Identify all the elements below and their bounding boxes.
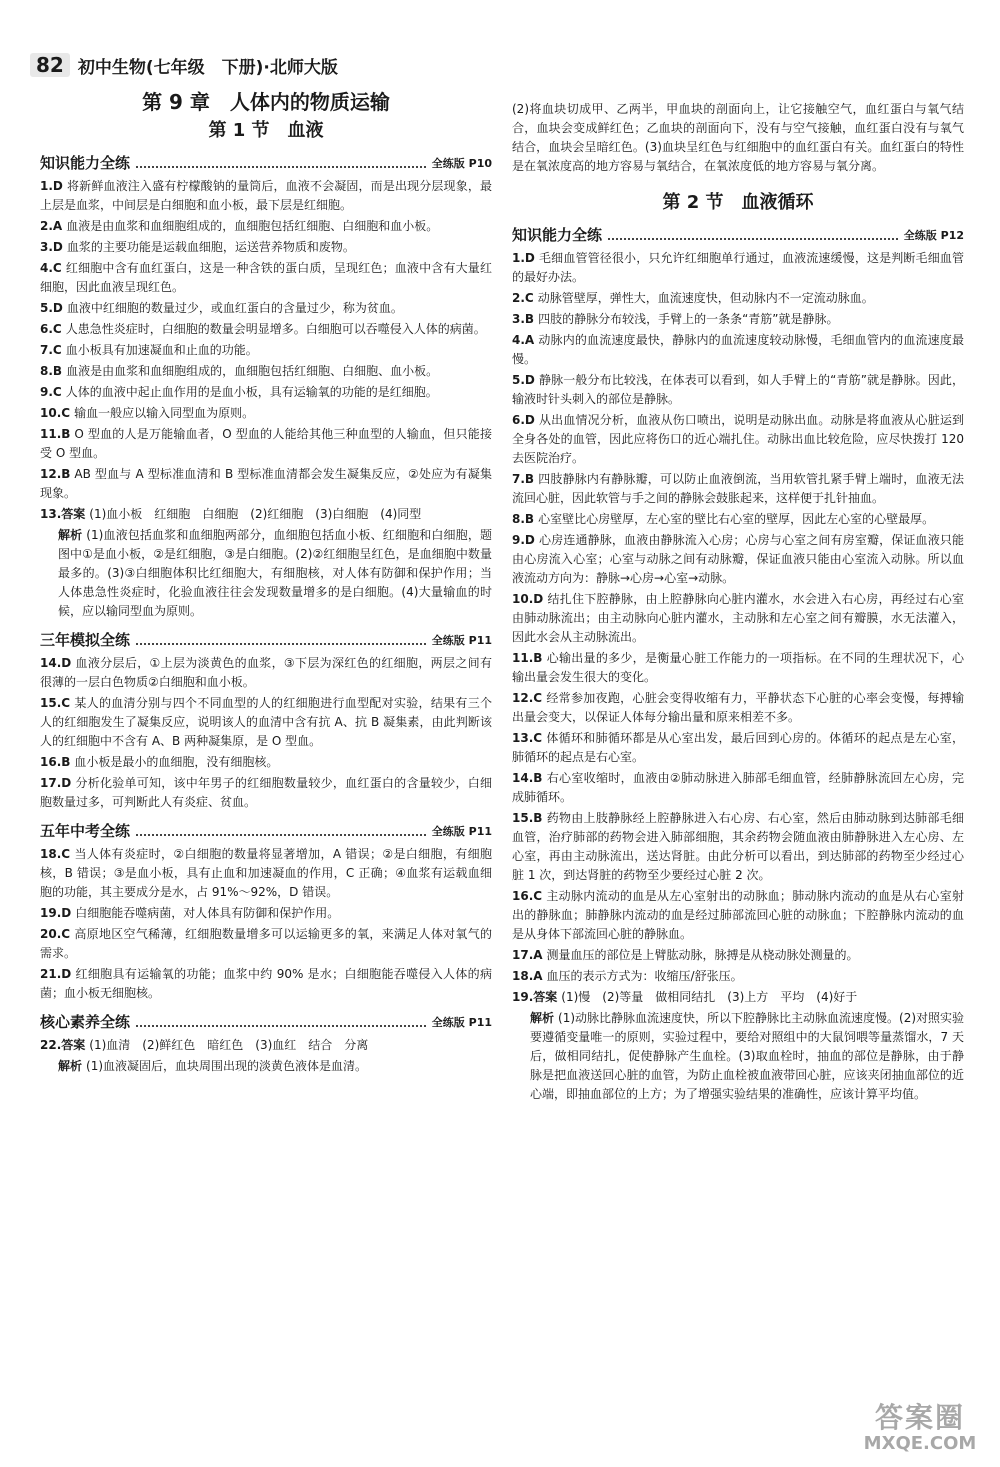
answer-item (512, 310, 964, 329)
section-version-ref: 全练版 P11 (431, 633, 492, 647)
answer-number: 8.B (40, 364, 63, 378)
answer-number: 2.C (512, 291, 534, 305)
answer-text: 经常参加夜跑，心脏会变得收缩有力，平静状态下心脏的心率会变慢，每搏输出量会变大，以保证人体每分输出量和原来相差不多。 (512, 691, 964, 724)
answer-text: 红细胞中含有血红蛋白，这是一种含铁的蛋白质，呈现红色；血液中含有大量红细胞，因此血液呈现红色。 (40, 261, 492, 294)
answer-item (40, 845, 492, 902)
answer-text: 四肢静脉内有静脉瓣，可以防止血液倒流，当用软管扎紧手臂上端时，血液无法流回心脏，因此软管与手之间的静脉会鼓胀起来，这样便于扎针抽血。 (512, 472, 964, 505)
answer-item (40, 505, 492, 524)
answer-item (512, 371, 964, 409)
answer-text: 高原地区空气稀薄，红细胞数量增多可以运输更多的氧，来满足人体对氧气的需求。 (40, 927, 492, 960)
answer-analysis (512, 1009, 964, 1104)
answer-text: 动脉内的血流速度最快，静脉内的血流速度较动脉慢，毛细血管内的血流速度最慢。 (512, 333, 964, 366)
answer-text: 血液是由血浆和血细胞组成的，血细胞包括红细胞、白细胞、血小板。 (66, 364, 439, 378)
answer-number: 5.D (40, 301, 63, 315)
answer-text: 将新鲜血液注入盛有柠檬酸钠的量筒后，血液不会凝固，而是出现分层现象，最上层是血浆，中间层是白细胞和血小板，最下层是红细胞。 (40, 179, 492, 212)
answer-item (40, 217, 492, 236)
answer-number: 9.C (40, 385, 62, 399)
answer-item (40, 259, 492, 297)
answer-number: 11.B (40, 427, 71, 441)
answer-number: 22.答案 (40, 1038, 86, 1052)
answer-text: 测量血压的部位是上臂肱动脉，脉搏是从桡动脉处测量的。 (546, 948, 859, 962)
answer-text: 血液是由血浆和血细胞组成的，血细胞包括红细胞、白细胞和血小板。 (66, 219, 439, 233)
answer-text: 分析化验单可知，该中年男子的红细胞数量较少，血红蛋白的含量较少，白细胞数量过多，可判断此人有炎症、贫血。 (40, 776, 492, 809)
section-header-label: 五年中考全练 (40, 822, 131, 840)
answer-number: 18.A (512, 969, 543, 983)
answer-text: 血小板具有加速凝血和止血的功能。 (65, 343, 258, 357)
answer-number: 17.D (40, 776, 72, 790)
answer-number: 5.D (512, 373, 535, 387)
answer-text: AB 型血与 A 型标准血清和 B 型标准血清都会发生凝集反应，②处应为有凝集现象。 (40, 467, 492, 500)
answer-item (512, 729, 964, 767)
answer-text: O 型血的人是万能输血者，O 型血的人能给其他三种血型的人输血，但只能接受 O 型血。 (40, 427, 492, 460)
dotted-leader (608, 238, 898, 240)
answer-item (512, 649, 964, 687)
answer-item (512, 590, 964, 647)
answer-number: 15.C (40, 696, 71, 710)
answer-item (40, 904, 492, 923)
answer-item (40, 177, 492, 215)
answer-number: 20.C (40, 927, 71, 941)
answer-item (40, 341, 492, 360)
answer-text: 体循环和肺循环都是从心室出发，最后回到心房的。体循环的起点是左心室，肺循环的起点是右心室。 (512, 731, 964, 764)
answer-text: 输血一般应以输入同型血为原则。 (74, 406, 255, 420)
answer-item (512, 946, 964, 965)
answer-item (40, 465, 492, 503)
answer-text: 动脉管壁厚，弹性大，血流速度快，但动脉内不一定流动脉血。 (537, 291, 874, 305)
answer-item (512, 967, 964, 986)
answer-analysis (40, 526, 492, 621)
answer-number: 2.A (40, 219, 63, 233)
answer-text: 四肢的静脉分布较浅，手臂上的一条条“青筋”就是静脉。 (538, 312, 839, 326)
section-version-ref: 全练版 P10 (431, 156, 492, 170)
answer-item (512, 809, 964, 885)
left-column (40, 88, 492, 1078)
answer-number: 11.B (512, 651, 543, 665)
answer-number: 解析 (58, 1059, 83, 1073)
dotted-leader (136, 1025, 426, 1027)
answer-text: 红细胞具有运输氧的功能；血浆中约 90% 是水；白细胞能吞噬侵入人体的病菌；血小板无细胞核。 (40, 967, 492, 1000)
answer-number: 3.D (40, 240, 63, 254)
answer-number: 17.A (512, 948, 543, 962)
answer-number: 6.D (512, 413, 535, 427)
watermark-url: MXQE.COM (863, 1433, 977, 1454)
answer-text: (1)动脉比静脉血流速度快，所以下腔静脉比主动脉血流速度慢。(2)对照实验要遵循变量唯一的原则，实验过程中，要给对照组中的大鼠饲喂等量蒸馏水，7 天后，做相同结扎，促使静脉产生血栓。(3)取血栓时，抽血的部位是静脉，由于静脉是把血液送回心脏的血管，为防止血栓被血液带回心脏，应该夹闭抽血部位的近心端，即抽血部位的上方；为了增强实验结果的准确性，应该计算平均值。 (530, 1011, 965, 1101)
section-version-ref: 全练版 P11 (431, 1015, 492, 1029)
watermark-logo-text: 答案圈 (874, 1401, 965, 1434)
section-header (40, 152, 492, 173)
answer-item (40, 299, 492, 318)
answer-item (40, 383, 492, 402)
answer-text: (1)血液包括血浆和血细胞两部分，血细胞包括血小板、红细胞和白细胞，题图中①是血小板，②是红细胞，③是白细胞。(2)②红细胞呈红色，是血细胞中数量最多的。(3)③白细胞体积比红细胞大，有细胞核，对人体有防御和保护作用；当人体患急性炎症时，化验血液往往会发现数量增多的是白细胞。(4)大量输血的时候，应以输同型血为原则。 (58, 528, 492, 618)
answer-item (512, 769, 964, 807)
right-column (512, 100, 964, 1106)
answer-text: 心输出量的多少，是衡量心脏工作能力的一项指标。在不同的生理状况下，心输出量会发生很大的变化。 (512, 651, 964, 684)
section-version-ref: 全练版 P11 (431, 824, 492, 838)
answer-item (40, 362, 492, 381)
answer-text: 从出血情况分析，血液从伤口喷出，说明是动脉出血。动脉是将血液从心脏运到全身各处的血管，因此应将伤口的近心端扎住。动脉出血比较危险，应尽快拨打 120 去医院治疗。 (512, 413, 964, 465)
answer-number: 6.C (40, 322, 62, 336)
answer-text: 血小板是最小的血细胞，没有细胞核。 (74, 755, 279, 769)
answer-text: 心室壁比心房壁厚，左心室的壁比右心室的壁厚，因此左心室的心壁最厚。 (538, 512, 935, 526)
answer-number: 1.D (512, 251, 535, 265)
answer-text: 药物由上肢静脉经上腔静脉进入右心房、右心室，然后由肺动脉到达肺部毛细血管，治疗肺部的药物会进入肺部细胞，其余药物会随血液由肺静脉进入左心房、左心室，再由主动脉流出，送达肾脏。由此分析可以看出，到达肺部的药物至少经过心脏 1 次，到达肾脏的药物至少要经过心脏 2 次。 (512, 811, 964, 882)
answer-number: 4.A (512, 333, 535, 347)
answer-item (512, 689, 964, 727)
section-header (512, 224, 964, 245)
answer-number: 4.C (40, 261, 62, 275)
watermark-logo (850, 1398, 990, 1460)
section-header-label: 知识能力全练 (40, 154, 131, 172)
answer-item (512, 887, 964, 944)
answer-number: 14.D (40, 656, 72, 670)
answer-number: 12.B (40, 467, 71, 481)
answer-number: 14.B (512, 771, 543, 785)
answer-number: 解析 (58, 528, 83, 542)
answer-number: 18.C (40, 847, 71, 861)
answer-text: 血液分层后，①上层为淡黄色的血浆，③下层为深红色的红细胞，两层之间有很薄的一层白色物质②白细胞和血小板。 (40, 656, 492, 689)
section-header-label: 三年模拟全练 (40, 631, 131, 649)
answer-text: 血液中红细胞的数量过少，或血红蛋白的含量过少，称为贫血。 (66, 301, 403, 315)
answer-text: 结扎住下腔静脉，由上腔静脉向心脏内灌水，水会进入右心房，再经过右心室由肺动脉流出；由主动脉向心脏内灌水，主动脉和左心室之间有瓣膜，水无法灌入，因此水会从主动脉流出。 (512, 592, 964, 644)
answer-text: 当人体有炎症时，②白细胞的数量将显著增加，A 错误；②是白细胞，有细胞核，B 错误；③是血小板，具有止血和加速凝血的作用，C 正确；④血浆有运载血细胞的功能，其主要成分是水，占 91%～92%，D 错误。 (40, 847, 492, 899)
answer-text: 血浆的主要功能是运载血细胞，运送营养物质和废物。 (66, 240, 355, 254)
answer-text: (1)血清 (2)鲜红色 暗红色 (3)血红 结合 分离 (89, 1038, 369, 1052)
section-header (40, 820, 492, 841)
dotted-leader (136, 834, 426, 836)
section-title: 第 2 节 血液循环 (662, 192, 814, 213)
answer-item (512, 289, 964, 308)
answer-analysis (40, 1057, 492, 1076)
section-header (40, 1011, 492, 1032)
answer-text: 静脉一般分布比较浅，在体表可以看到，如人手臂上的“青筋”就是静脉。因此，输液时针头刺入的部位是静脉。 (512, 373, 964, 406)
answer-item (40, 404, 492, 423)
answer-text: 人患急性炎症时，白细胞的数量会明显增多。白细胞可以吞噬侵入人体的病菌。 (65, 322, 486, 336)
answer-item (40, 753, 492, 772)
answer-item (512, 988, 964, 1007)
answer-item (512, 249, 964, 287)
page-number: 82 (30, 53, 70, 77)
answer-number: 13.答案 (40, 507, 86, 521)
answer-number: 10.C (40, 406, 71, 420)
left-sections (40, 152, 492, 1076)
answer-number: 19.D (40, 906, 72, 920)
answer-number: 15.B (512, 811, 543, 825)
dotted-leader (136, 166, 426, 168)
chapter-title: 第 9 章 人体内的物质运输 (142, 90, 390, 114)
section-header-label: 知识能力全练 (512, 226, 603, 244)
answer-item (512, 510, 964, 529)
answer-number: 16.C (512, 889, 543, 903)
page-header (30, 48, 500, 82)
answer-number: 7.C (40, 343, 62, 357)
answer-item (40, 425, 492, 463)
answer-text: 心房连通静脉，血液由静脉流入心房；心房与心室之间有房室瓣，保证血液只能由心房流入心室；心室与动脉之间有动脉瓣，保证血液只能由心室流入动脉。所以血液流动方向为：静脉→心房→心室→动脉。 (512, 533, 964, 585)
answer-number: 1.D (40, 179, 63, 193)
answer-item (40, 694, 492, 751)
section-title: 第 1 节 血液 (208, 120, 324, 141)
answer-number: 21.D (40, 967, 72, 981)
answer-number: 16.B (40, 755, 71, 769)
answer-text: 右心室收缩时，血液由②肺动脉进入肺部毛细血管，经肺静脉流回左心房，完成肺循环。 (512, 771, 964, 804)
right-sections (512, 224, 964, 1104)
book-title: 初中生物(七年级 下册)·北师大版 (77, 57, 338, 78)
answer-number: 12.C (512, 691, 543, 705)
answer-item (40, 654, 492, 692)
answer-text: 毛细血管管径很小，只允许红细胞单行通过，血液流速缓慢，这是判断毛细血管的最好办法。 (512, 251, 964, 284)
answer-item (40, 925, 492, 963)
answer-item (40, 965, 492, 1003)
answer-number: 13.C (512, 731, 543, 745)
answer-text: (1)慢 (2)等量 做相同结扎 (3)上方 平均 (4)好于 (561, 990, 858, 1004)
answer-number: 9.D (512, 533, 535, 547)
answer-number: 7.B (512, 472, 535, 486)
answer-item (40, 774, 492, 812)
answer-item (40, 1036, 492, 1055)
answer-text: (1)血小板 红细胞 白细胞 (2)红细胞 (3)白细胞 (4)同型 (89, 507, 422, 521)
answer-item (512, 470, 964, 508)
answer-number: 10.D (512, 592, 544, 606)
dotted-leader (136, 643, 426, 645)
answer-item (512, 531, 964, 588)
answer-item (512, 411, 964, 468)
section-header (40, 629, 492, 650)
continuation-paragraph: (2)将血块切成甲、乙两半，甲血块的剖面向上，让它接触空气，血红蛋白与氧气结合，血块会变成鲜红色；乙血块的剖面向下，没有与空气接触，血红蛋白没有与氧气结合，血块会呈暗红色。(3)血块呈红色与红细胞中的血红蛋白有关。血红蛋白的特性是在氧浓度高的地方容易与氧结合，在氧浓度低的地方容易与氧分离。 (512, 102, 964, 173)
answer-number: 8.B (512, 512, 535, 526)
answer-text: 主动脉内流动的血是从左心室射出的动脉血；肺动脉内流动的血是从右心室射出的静脉血；肺静脉内流动的血是经过肺部流回心脏的动脉血；下腔静脉内流动的血是从身体下部流回心脏的静脉血。 (512, 889, 964, 941)
section-header-label: 核心素养全练 (40, 1013, 131, 1031)
answer-text: 血压的表示方式为：收缩压/舒张压。 (546, 969, 743, 983)
answer-text: 某人的血清分别与四个不同血型的人的红细胞进行血型配对实验，结果有三个人的红细胞发生了凝集反应，说明该人的血清中含有抗 A、抗 B 凝集素，由此判断该人的红细胞中不含有 A、B 两种凝集原，是 O 型血。 (40, 696, 492, 748)
answer-text: 人体的血液中起止血作用的是血小板，具有运输氧的功能的是红细胞。 (65, 385, 438, 399)
answer-item (512, 331, 964, 369)
answer-number: 解析 (530, 1011, 555, 1025)
section-version-ref: 全练版 P12 (903, 228, 964, 242)
answer-number: 19.答案 (512, 990, 558, 1004)
answer-text: (1)血液凝固后，血块周围出现的淡黄色液体是血清。 (86, 1059, 368, 1073)
answer-text: 白细胞能吞噬病菌，对人体具有防御和保护作用。 (75, 906, 340, 920)
answer-number: 3.B (512, 312, 535, 326)
answer-item (40, 320, 492, 339)
answer-item (40, 238, 492, 257)
